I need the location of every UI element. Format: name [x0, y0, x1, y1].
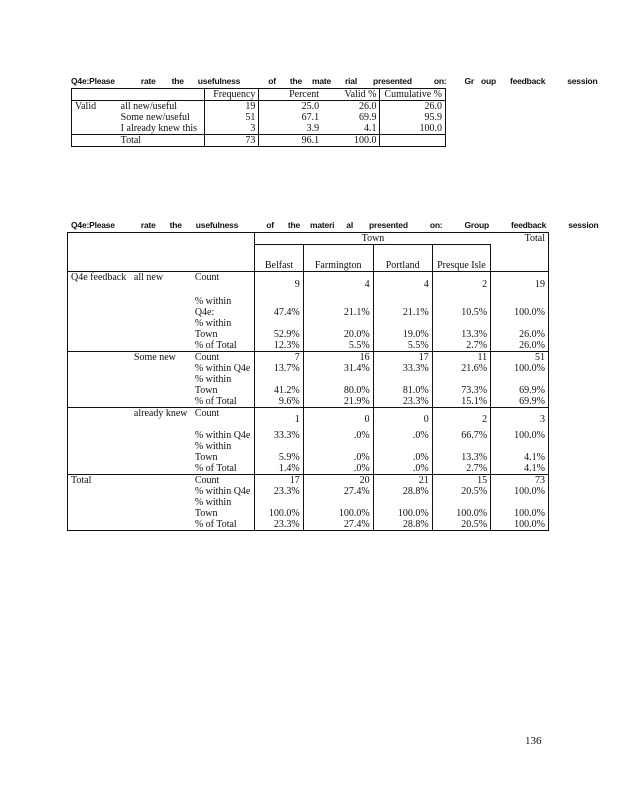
- row-group-label: [131, 463, 192, 475]
- value-cell: 13.3%: [432, 318, 490, 340]
- caption-word: the: [287, 220, 300, 230]
- value-cell: 80.0%: [303, 374, 373, 396]
- row-var-label: [68, 352, 131, 364]
- value-cell: 81.0%: [373, 374, 432, 396]
- value-cell: 33.3%: [255, 430, 303, 441]
- header-percent: Percent: [259, 89, 322, 101]
- value-cell: 5.9%: [255, 441, 303, 463]
- row-group-label: [131, 475, 192, 487]
- caption-word: feedback: [510, 220, 547, 230]
- row-group-label: Some new: [133, 352, 176, 363]
- row-var-label: Total: [71, 475, 92, 486]
- table-row: [68, 475, 549, 487]
- table-row: [68, 519, 549, 531]
- caption-word: usefulness: [195, 220, 239, 230]
- row-group-label: Valid: [75, 101, 97, 112]
- caption-word: Q4e:Please: [71, 220, 115, 230]
- caption-word: the: [169, 220, 182, 230]
- table-row: [68, 363, 549, 374]
- value-cell: 1: [255, 408, 303, 431]
- percent-cell: 67.1: [259, 112, 322, 123]
- value-cell: .0%: [303, 441, 373, 463]
- value-cell: 4.1%: [491, 463, 549, 475]
- value-cell: 2: [432, 272, 490, 297]
- caption-word: al: [346, 220, 353, 230]
- row-group-label: [131, 441, 192, 463]
- value-cell: 1.4%: [255, 463, 303, 475]
- caption-word: rate: [140, 76, 156, 86]
- stat-label: % within Q4e: [194, 363, 251, 374]
- value-cell: 17: [373, 352, 432, 364]
- value-cell: 51: [491, 352, 549, 364]
- caption-word: presented: [369, 220, 408, 230]
- value-cell: .0%: [303, 463, 373, 475]
- valid-percent-cell: 100.0: [353, 135, 377, 146]
- table-row: [68, 396, 549, 408]
- row-group-label: [131, 497, 192, 519]
- value-cell: 4.1%: [491, 441, 549, 463]
- caption-word: session: [568, 220, 599, 230]
- row-var-label: [68, 441, 131, 463]
- row-var-label: [68, 296, 131, 318]
- percent-cell: 3.9: [259, 123, 322, 135]
- caption-word: on:: [429, 220, 443, 230]
- table-row: [68, 318, 549, 340]
- row-var-label: [68, 497, 131, 519]
- value-cell: 27.4%: [303, 519, 373, 531]
- value-cell: 69.9%: [491, 396, 549, 408]
- table-row: [68, 296, 549, 318]
- caption-word: Group: [464, 220, 489, 230]
- value-cell: 100.0%: [491, 363, 549, 374]
- value-cell: 5.5%: [303, 340, 373, 352]
- row-group-label: [131, 519, 192, 531]
- value-cell: 21.9%: [303, 396, 373, 408]
- row-group-label: [131, 296, 192, 318]
- stat-label: Count: [194, 272, 220, 283]
- value-cell: 26.0%: [491, 340, 549, 352]
- value-cell: 0: [373, 408, 432, 431]
- table-row: [68, 272, 549, 297]
- value-cell: 3: [491, 408, 549, 431]
- col-header: Farmington: [303, 245, 373, 272]
- row-group-label: all new: [133, 272, 164, 283]
- row-label: I already knew this: [120, 123, 198, 134]
- value-cell: 21.1%: [373, 296, 432, 318]
- frequency-cell: 51: [205, 112, 259, 123]
- value-cell: 100.0%: [255, 497, 303, 519]
- row-group-label: [72, 123, 118, 135]
- value-cell: 13.3%: [432, 441, 490, 463]
- page-number: 136: [525, 735, 542, 747]
- row-group-label: [131, 318, 192, 340]
- row-var-label: [68, 463, 131, 475]
- value-cell: 100.0%: [491, 296, 549, 318]
- row-label: all new/useful: [120, 101, 178, 112]
- row-var-label: [68, 396, 131, 408]
- value-cell: 21: [373, 475, 432, 487]
- value-cell: 69.9%: [491, 374, 549, 396]
- caption-word: the: [171, 76, 184, 86]
- value-cell: 100.0%: [491, 519, 549, 531]
- crosstab-table: [67, 232, 549, 531]
- value-cell: 33.3%: [373, 363, 432, 374]
- caption-word: the: [289, 76, 302, 86]
- value-cell: 100.0%: [303, 497, 373, 519]
- header-frequency: Frequency: [205, 89, 259, 101]
- value-cell: 15.1%: [432, 396, 490, 408]
- frequency-cell: 73: [205, 135, 259, 147]
- frequency-cell: 19: [205, 101, 259, 113]
- col-header: Presque Isle: [432, 245, 490, 272]
- col-group-town: Town: [255, 233, 491, 245]
- valid-percent-cell: 4.1: [363, 123, 377, 134]
- value-cell: 2: [432, 408, 490, 431]
- col-header: Portland: [373, 245, 432, 272]
- row-var-label: [68, 318, 131, 340]
- caption-word: rial: [345, 76, 357, 86]
- valid-percent-cell: 26.0: [358, 101, 377, 112]
- freq-row: [72, 101, 446, 113]
- stat-label: % within Town: [194, 374, 232, 396]
- row-group-label: [131, 430, 192, 441]
- value-cell: .0%: [373, 430, 432, 441]
- stat-label: % within Q4e: [194, 430, 251, 441]
- row-var-label: [68, 408, 131, 431]
- caption-word: mate: [311, 76, 332, 86]
- stat-label: % of Total: [194, 396, 237, 407]
- caption-word: Q4e:Please: [71, 76, 115, 86]
- col-header: Belfast: [255, 245, 303, 272]
- row-group-label: [72, 135, 118, 147]
- caption-word: of: [268, 76, 276, 86]
- freq-row: [72, 112, 446, 123]
- col-header-total-blank: [491, 245, 549, 272]
- table-row: [68, 374, 549, 396]
- value-cell: 16: [303, 352, 373, 364]
- table-row: [68, 463, 549, 475]
- stat-label: % of Total: [194, 463, 237, 474]
- value-cell: 23.3%: [255, 486, 303, 497]
- value-cell: 100.0%: [432, 497, 490, 519]
- value-cell: .0%: [303, 430, 373, 441]
- row-var-label: [68, 374, 131, 396]
- value-cell: 15: [432, 475, 490, 487]
- percent-cell: 25.0: [259, 101, 322, 113]
- value-cell: 73.3%: [432, 374, 490, 396]
- stat-label: Count: [194, 352, 220, 363]
- row-var-label: [68, 340, 131, 352]
- caption-word: feedback: [509, 76, 546, 86]
- header-cumulative: Cumulative %: [380, 89, 446, 101]
- caption-word: usefulness: [197, 76, 241, 86]
- row-var-label: [68, 519, 131, 531]
- caption-word: Gr: [464, 76, 474, 86]
- row-label: Some new/useful: [120, 112, 190, 123]
- value-cell: 21.1%: [303, 296, 373, 318]
- table-row: [68, 441, 549, 463]
- stat-label: % within Q4e: [194, 486, 251, 497]
- row-var-label: [68, 486, 131, 497]
- value-cell: 20.0%: [303, 318, 373, 340]
- caption-word: oup: [480, 76, 496, 86]
- stat-label: % of Total: [194, 340, 237, 351]
- frequency-table: [71, 88, 446, 147]
- table-row: [68, 408, 549, 431]
- value-cell: 100.0%: [491, 430, 549, 441]
- value-cell: .0%: [373, 463, 432, 475]
- row-group-label: [131, 396, 192, 408]
- value-cell: 2.7%: [432, 340, 490, 352]
- value-cell: .0%: [373, 441, 432, 463]
- value-cell: 66.7%: [432, 430, 490, 441]
- value-cell: 9: [255, 272, 303, 297]
- stat-label: Count: [194, 475, 220, 486]
- value-cell: 12.3%: [255, 340, 303, 352]
- table-row: [68, 352, 549, 364]
- row-var-label: [68, 430, 131, 441]
- caption-word: materi: [309, 220, 335, 230]
- value-cell: 17: [255, 475, 303, 487]
- value-cell: 20.5%: [432, 519, 490, 531]
- cumulative-cell: 26.0: [380, 101, 446, 113]
- cumulative-cell: [380, 135, 446, 147]
- value-cell: 27.4%: [303, 486, 373, 497]
- caption-word: on:: [433, 76, 447, 86]
- table-row: [68, 340, 549, 352]
- row-group-label: [72, 112, 118, 123]
- value-cell: 20: [303, 475, 373, 487]
- stat-label: % within Town: [194, 318, 232, 340]
- value-cell: 31.4%: [303, 363, 373, 374]
- table1-caption: [71, 76, 598, 86]
- table-row: [68, 497, 549, 519]
- value-cell: 4: [373, 272, 432, 297]
- row-group-label: [131, 374, 192, 396]
- value-cell: 2.7%: [432, 463, 490, 475]
- value-cell: 100.0%: [491, 497, 549, 519]
- stat-label: % within Q4e:: [194, 296, 232, 318]
- value-cell: 9.6%: [255, 396, 303, 408]
- value-cell: 10.5%: [432, 296, 490, 318]
- freq-row: [72, 135, 446, 147]
- table-row: [68, 486, 549, 497]
- table2-caption: [71, 220, 598, 230]
- value-cell: 73: [491, 475, 549, 487]
- stat-label: % within Town: [194, 497, 232, 519]
- caption-word: of: [266, 220, 274, 230]
- percent-cell: 96.1: [259, 135, 322, 147]
- value-cell: 41.2%: [255, 374, 303, 396]
- value-cell: 13.7%: [255, 363, 303, 374]
- row-label: Total: [120, 135, 142, 146]
- row-group-label: [131, 486, 192, 497]
- table-row: [68, 430, 549, 441]
- stat-label: % within Town: [194, 441, 232, 463]
- value-cell: 52.9%: [255, 318, 303, 340]
- cumulative-cell: 100.0: [380, 123, 446, 135]
- value-cell: 19.0%: [373, 318, 432, 340]
- cumulative-cell: 95.9: [380, 112, 446, 123]
- row-group-label: [131, 340, 192, 352]
- value-cell: 28.8%: [373, 519, 432, 531]
- value-cell: 100.0%: [373, 497, 432, 519]
- row-var-label: [68, 363, 131, 374]
- value-cell: 28.8%: [373, 486, 432, 497]
- row-group-label: already knew: [133, 408, 188, 419]
- value-cell: 7: [255, 352, 303, 364]
- value-cell: 19: [491, 272, 549, 297]
- value-cell: 4: [303, 272, 373, 297]
- frequency-cell: 3: [205, 123, 259, 135]
- value-cell: 21.6%: [432, 363, 490, 374]
- value-cell: 26.0%: [491, 318, 549, 340]
- freq-row: [72, 123, 446, 135]
- value-cell: 23.3%: [255, 519, 303, 531]
- row-var-label: Q4e feedback: [71, 272, 127, 283]
- value-cell: 47.4%: [255, 296, 303, 318]
- caption-word: presented: [373, 76, 412, 86]
- value-cell: 11: [432, 352, 490, 364]
- value-cell: 100.0%: [491, 486, 549, 497]
- stat-label: Count: [194, 408, 220, 419]
- value-cell: 20.5%: [432, 486, 490, 497]
- header-valid-percent: Valid %: [344, 89, 377, 100]
- caption-word: rate: [140, 220, 156, 230]
- caption-word: session: [567, 76, 598, 86]
- stat-label: % of Total: [194, 519, 237, 530]
- value-cell: 23.3%: [373, 396, 432, 408]
- valid-percent-cell: 69.9: [358, 112, 377, 123]
- row-group-label: [131, 363, 192, 374]
- value-cell: 0: [303, 408, 373, 431]
- value-cell: 5.5%: [373, 340, 432, 352]
- col-total-header: Total: [524, 233, 545, 244]
